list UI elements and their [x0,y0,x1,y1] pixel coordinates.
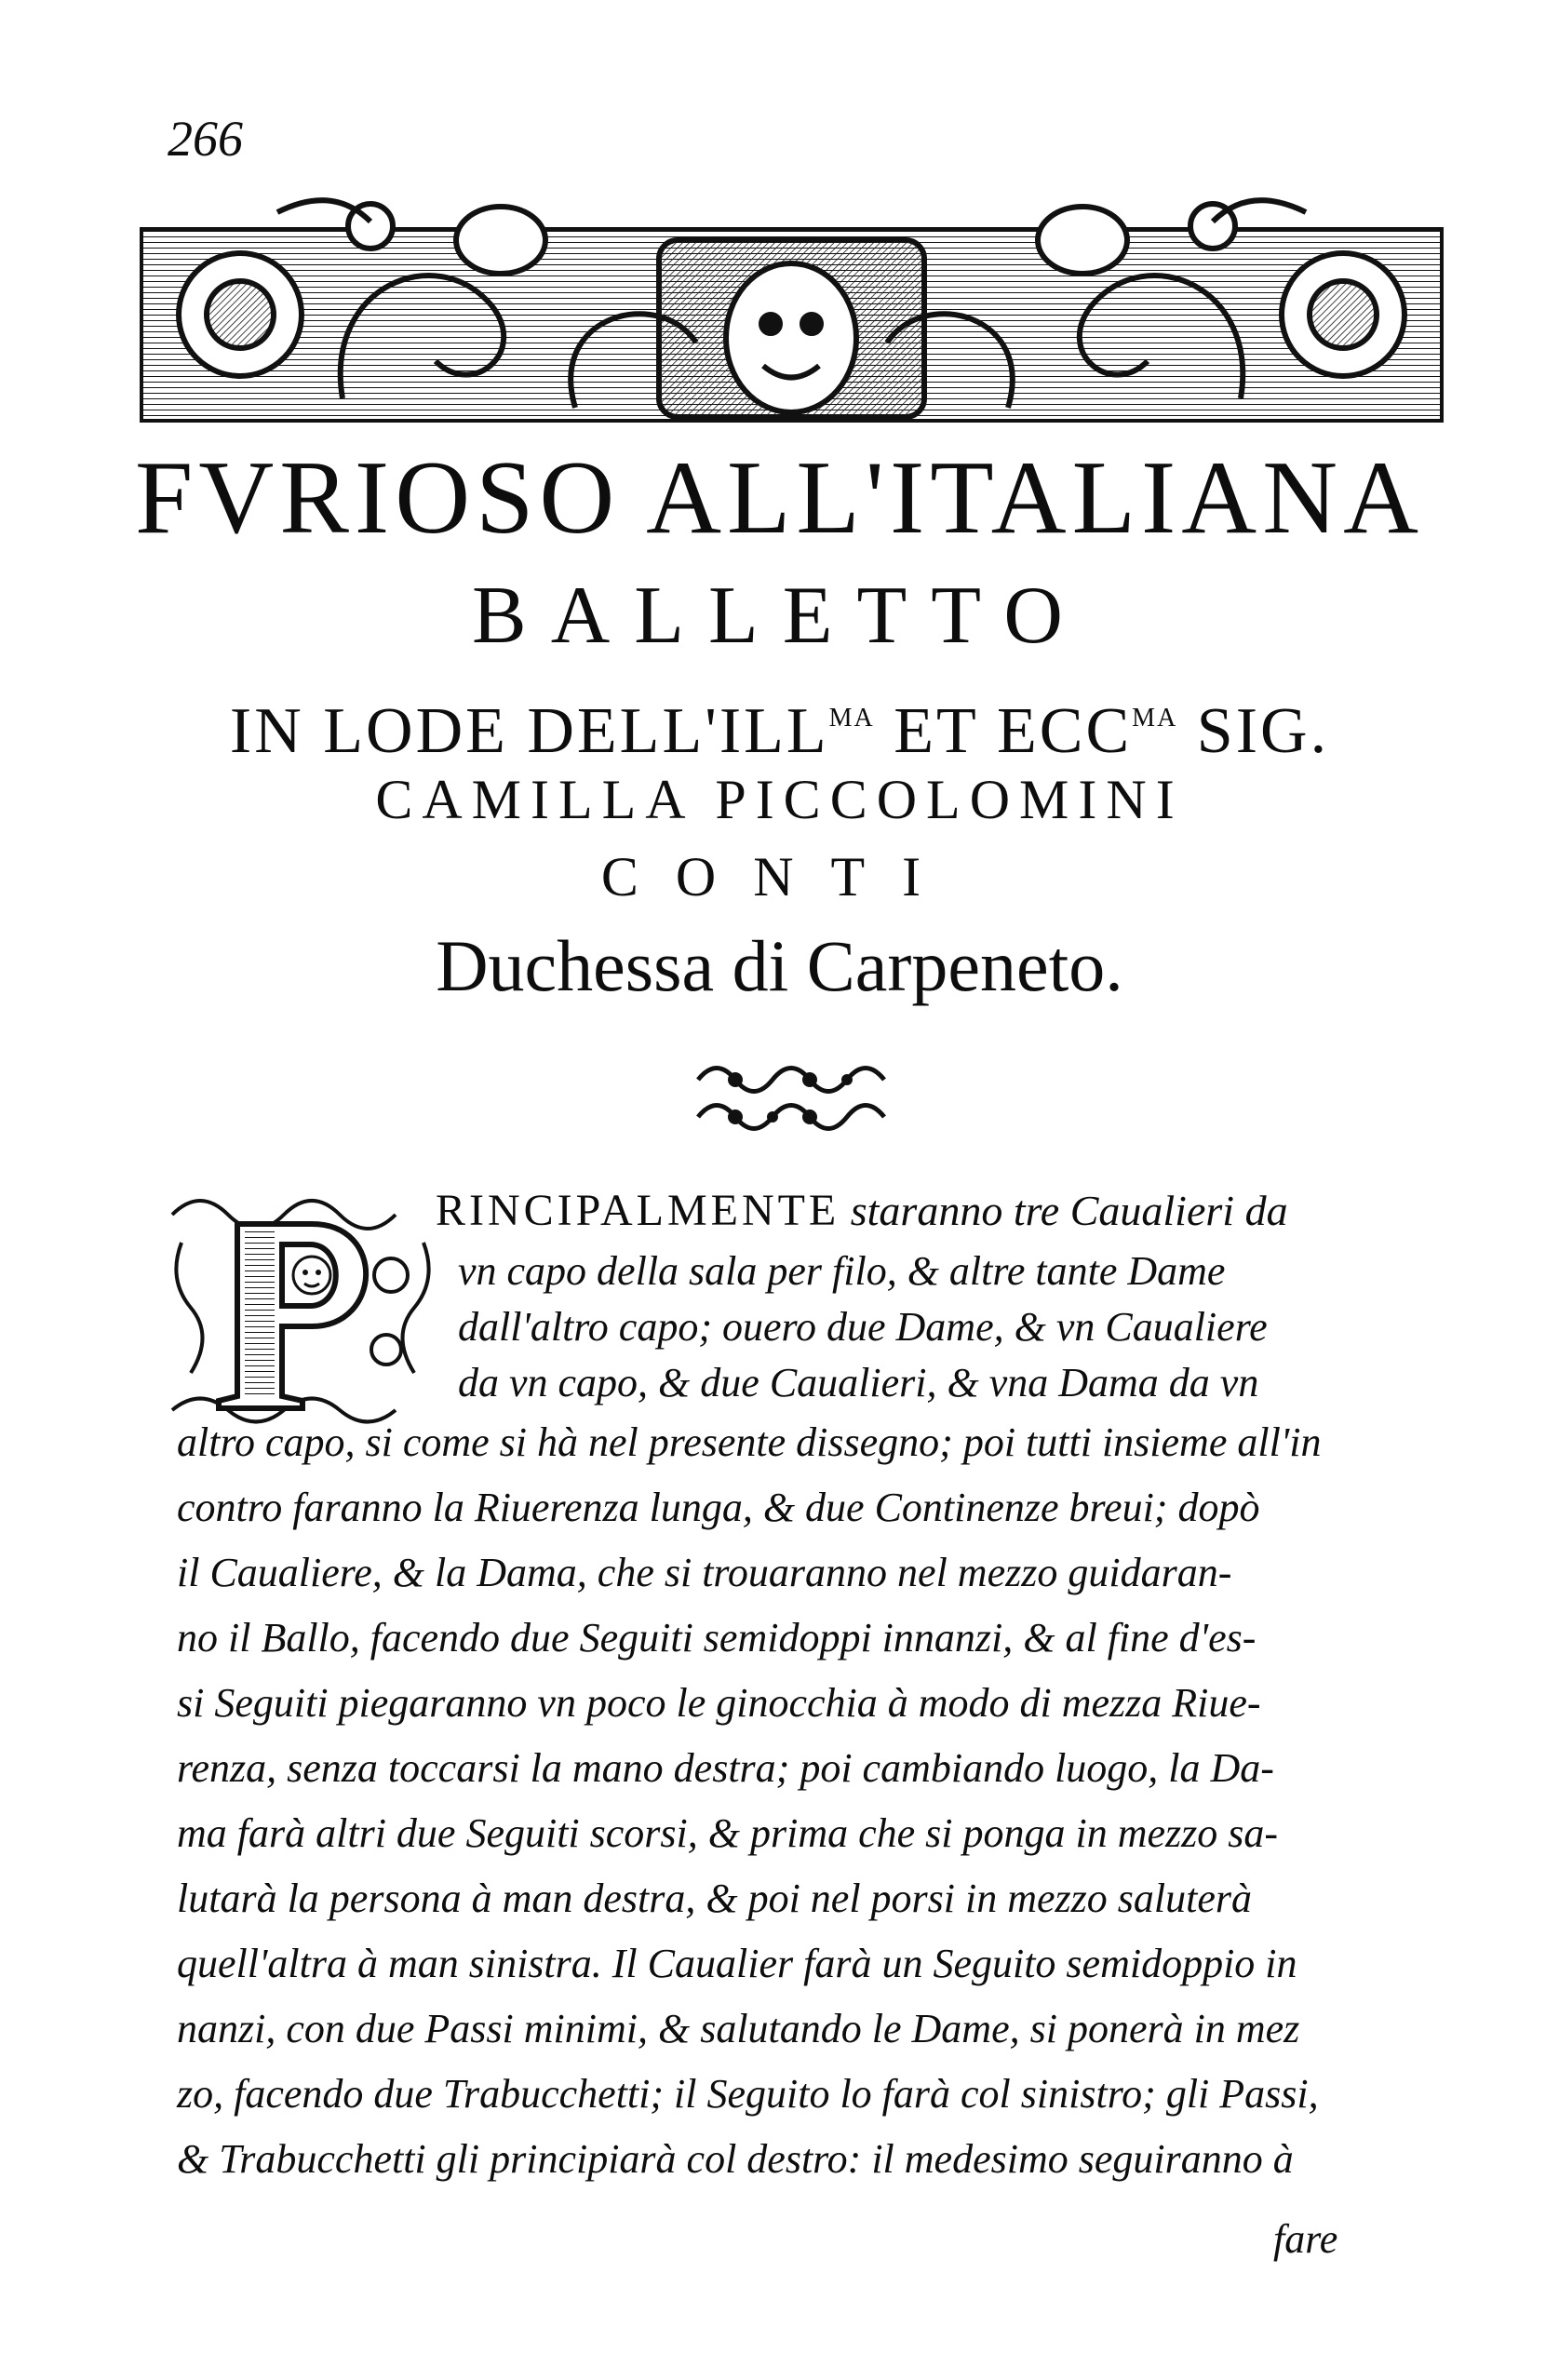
page-number: 266 [168,111,243,167]
catchword: fare [1273,2216,1338,2262]
drop-capital-p [163,1187,442,1429]
title-superscript-2: MA [1132,704,1178,733]
incipit-rest: staranno tre Caualieri da [840,1187,1288,1234]
text-line: renza, senza toccarsi la mano destra; poi cambiando luogo, la Da- [177,1745,1274,1791]
title-line-3-part-c: SIG. [1177,695,1330,767]
text-line: altro capo, si come si hà nel presente dissegno; poi tutti insieme all'in [177,1419,1322,1465]
text-line: quell'altra à man sinistra. Il Caualier farà un Seguito semidoppio in [177,1941,1297,1986]
text-line: no il Ballo, facendo due Seguiti semidoppi innanzi, & al fine d'es- [177,1615,1257,1661]
text-line: nanzi, con due Passi minimi, & salutando le Dame, si ponerà in mez [177,2006,1300,2051]
text-line: ma farà altri due Seguiti scorsi, & prima che si ponga in mezzo sa- [177,1810,1279,1856]
title-line-4: CAMILLA PICCOLOMINI [375,769,1184,830]
text-line: contro faranno la Riuerenza lunga, & due Continenze breui; dopò [177,1485,1260,1530]
text-line: & Trabucchetti gli principiarà col destro: il medesimo seguiranno à [177,2136,1294,2182]
text-line: zo, facendo due Trabucchetti; il Seguito lo farà col sinistro; gli Passi, [177,2071,1319,2117]
title-line-3-part-b: ET ECC [874,695,1133,767]
indented-line-3: da vn capo, & due Caualieri, & vna Dama da vn [458,1360,1259,1405]
title-line-3 [0,679,1559,771]
fleuron-ornament [679,1047,903,1140]
incipit-line [436,1182,1288,1240]
incipit-caps: RINCIPALMENTE [436,1186,840,1235]
title-superscript-1: MA [828,704,875,733]
title-line-5: CONTI [600,846,959,908]
title-line-1: FVRIOSO ALL'ITALIANA [135,440,1424,556]
title-line-2: BALLETTO [472,571,1087,661]
text-line: lutarà la persona à man destra, & poi nel porsi in mezzo saluterà [177,1876,1253,1921]
text-line: si Seguiti piegaranno vn poco le ginocchia à modo di mezza Riue- [177,1680,1261,1726]
text-line: il Caualiere, & la Dama, che si trouaranno nel mezzo guidaran- [177,1550,1232,1595]
title-line-6: Duchessa di Carpeneto. [436,925,1123,1006]
ornamental-headpiece [138,175,1445,426]
indented-line-2: dall'altro capo; ouero due Dame, & vn Caualiere [458,1304,1268,1350]
indented-line-1: vn capo della sala per filo, & altre tante Dame [458,1248,1226,1294]
title-line-3-part-a: IN LODE DELL'ILL [229,695,829,767]
